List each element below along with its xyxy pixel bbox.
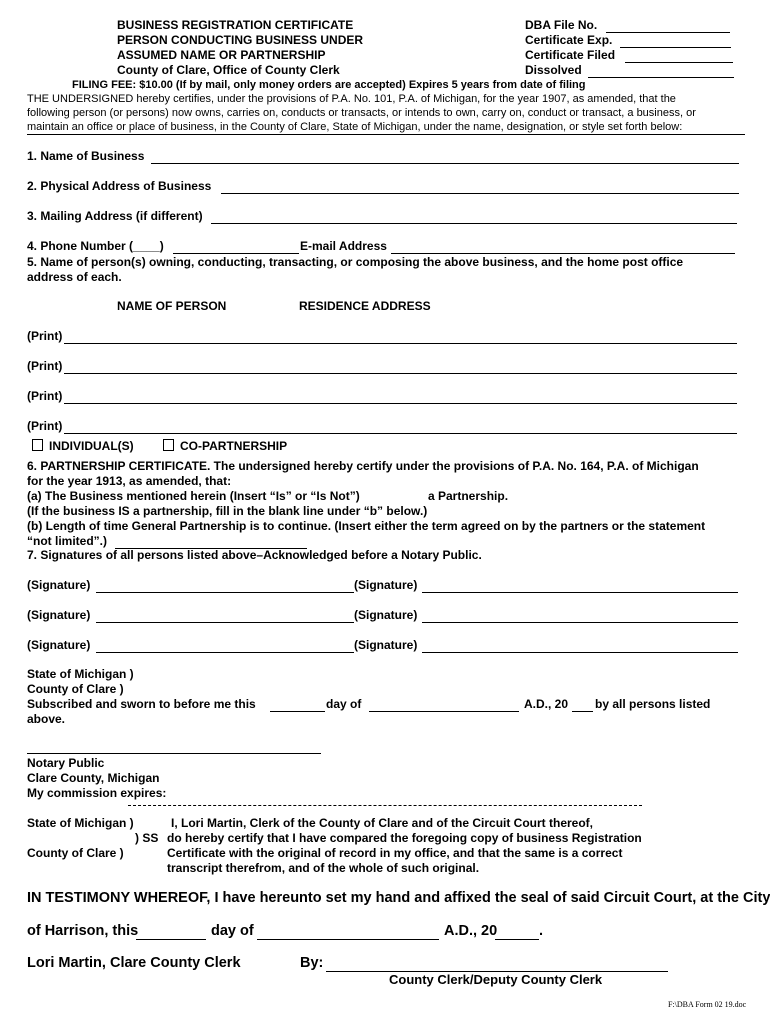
cert-filed-field[interactable] <box>625 48 733 63</box>
section5-line-2: address of each. <box>27 270 122 284</box>
section6-line-6: “not limited”.) <box>27 534 107 548</box>
sworn-text-d: by all persons listed <box>595 697 711 711</box>
print-label: (Print) <box>27 329 63 343</box>
footer-filename: F:\DBA Form 02 19.doc <box>668 1000 747 1009</box>
phone-field[interactable] <box>173 239 299 254</box>
signature-field[interactable] <box>422 578 738 593</box>
section6-partnership: a Partnership. <box>428 489 509 503</box>
clerk-name: Lori Martin, Clare County Clerk <box>27 955 241 971</box>
title-line-2: PERSON CONDUCTING BUSINESS UNDER <box>117 33 364 47</box>
section6-line-2: for the year 1913, as amended, that: <box>27 474 232 488</box>
sworn-text-b: day of <box>326 697 362 711</box>
signature-field[interactable] <box>422 608 738 623</box>
by-label: By: <box>300 955 324 971</box>
notary-state: State of Michigan ) <box>27 667 134 681</box>
signature-label: (Signature) <box>27 578 91 592</box>
signature-field[interactable] <box>422 638 738 653</box>
signature-label: (Signature) <box>27 608 91 622</box>
print-label: (Print) <box>27 359 63 373</box>
print-field[interactable] <box>64 389 737 404</box>
dba-file-label: DBA File No. <box>525 18 598 32</box>
individual-label: INDIVIDUAL(S) <box>49 439 134 453</box>
individual-checkbox-row[interactable] <box>32 439 134 454</box>
section6-line-5: (b) Length of time General Partnership is to continue. (Insert either the term agreed on by the partners or the statement <box>27 519 706 533</box>
notary-county-label: Clare County, Michigan <box>27 771 160 785</box>
testimony-period: . <box>539 923 544 939</box>
intro-line-3: maintain an office or place of business, in the County of Clare, State of Michigan, under the name, designation, or style set forth below: <box>27 121 683 133</box>
print-field[interactable] <box>64 359 737 374</box>
dba-file-field[interactable] <box>606 18 730 33</box>
dissolved-label: Dissolved <box>525 63 582 77</box>
individual-checkbox[interactable] <box>32 439 43 451</box>
clerk-line-4: transcript therefrom, and of the whole of such original. <box>167 861 480 875</box>
signature-field[interactable] <box>96 608 354 623</box>
clerk-line-2: do hereby certify that I have compared the foregoing copy of business Registration <box>167 831 642 845</box>
section6-line-1: 6. PARTNERSHIP CERTIFICATE. The undersigned hereby certify under the provisions of P.A. No. 164, P.A. of Michigan <box>27 459 699 473</box>
partnership-checkbox[interactable] <box>163 439 174 451</box>
signature-label: (Signature) <box>354 578 418 592</box>
clerk-line-1: I, Lori Martin, Clerk of the County of Clare and of the Circuit Court thereof, <box>171 816 594 830</box>
notary-public-label: Notary Public <box>27 756 105 770</box>
clerk-title: County Clerk/Deputy County Clerk <box>389 972 603 987</box>
business-name-field[interactable] <box>151 149 739 164</box>
physical-address-field[interactable] <box>221 179 739 194</box>
partnership-length-field[interactable] <box>115 534 307 549</box>
testimony-day-field[interactable] <box>136 922 206 940</box>
sworn-text-c: A.D., 20 <box>524 697 569 711</box>
sworn-above: above. <box>27 712 66 726</box>
phone-label: 4. Phone Number (____) <box>27 239 164 253</box>
signature-field[interactable] <box>96 578 354 593</box>
notary-county: County of Clare ) <box>27 682 124 696</box>
testimony-year-field[interactable] <box>495 922 539 940</box>
section6-line-4: (If the business IS a partnership, fill in the blank line under “b” below.) <box>27 504 428 518</box>
signature-field[interactable] <box>96 638 354 653</box>
testimony-text-a: of Harrison, this <box>27 923 139 939</box>
sworn-year-field[interactable] <box>572 697 593 712</box>
column-name-of-person: NAME OF PERSON <box>117 299 227 313</box>
print-field[interactable] <box>64 419 737 434</box>
header-divider <box>27 134 745 135</box>
commission-expires-label: My commission expires: <box>27 786 167 800</box>
column-residence-address: RESIDENCE ADDRESS <box>299 299 431 313</box>
clerk-state: State of Michigan ) <box>27 816 134 830</box>
print-field[interactable] <box>64 329 737 344</box>
clerk-ss: ) SS <box>135 831 159 845</box>
cert-exp-field[interactable] <box>620 33 731 48</box>
sworn-month-field[interactable] <box>369 697 519 712</box>
section5-line-1: 5. Name of person(s) owning, conducting, transacting, or composing the above business, and the home post office <box>27 255 684 269</box>
partnership-checkbox-row[interactable] <box>163 439 287 454</box>
partnership-label: CO-PARTNERSHIP <box>180 439 288 453</box>
notary-signature-field[interactable] <box>27 739 321 754</box>
sworn-text-a: Subscribed and sworn to before me this <box>27 697 256 711</box>
print-label: (Print) <box>27 419 63 433</box>
cert-filed-label: Certificate Filed <box>525 48 616 62</box>
testimony-month-field[interactable] <box>257 922 439 940</box>
testimony-line-1: IN TESTIMONY WHEREOF, I have hereunto set my hand and affixed the seal of said Circuit Court, at the City <box>27 890 770 906</box>
signature-label: (Signature) <box>354 608 418 622</box>
email-label: E-mail Address <box>300 239 387 253</box>
business-name-label: 1. Name of Business <box>27 149 145 163</box>
testimony-text-c: A.D., 20 <box>444 923 498 939</box>
physical-address-label: 2. Physical Address of Business <box>27 179 212 193</box>
mailing-address-field[interactable] <box>211 209 737 224</box>
dissolved-field[interactable] <box>588 63 734 78</box>
sworn-day-field[interactable] <box>270 697 325 712</box>
intro-line-1: THE UNDERSIGNED hereby certifies, under the provisions of P.A. No. 101, P.A. of Michigan, for the year 1907, as amended, that the <box>27 93 676 105</box>
print-label: (Print) <box>27 389 63 403</box>
filing-fee: FILING FEE: $10.00 (If by mail, only money orders are accepted) Expires 5 years from date of filing <box>72 79 586 91</box>
section7-heading: 7. Signatures of all persons listed above–Acknowledged before a Notary Public. <box>27 548 482 562</box>
title-line-3: ASSUMED NAME OR PARTNERSHIP <box>117 48 326 62</box>
signature-label: (Signature) <box>27 638 91 652</box>
testimony-text-b: day of <box>211 923 254 939</box>
section6-line-3: (a) The Business mentioned herein (Insert “Is” or “Is Not”) <box>27 489 360 503</box>
email-field[interactable] <box>391 239 735 254</box>
mailing-address-label: 3. Mailing Address (if different) <box>27 209 203 223</box>
signature-label: (Signature) <box>354 638 418 652</box>
clerk-county: County of Clare ) <box>27 846 124 860</box>
clerk-line-3: Certificate with the original of record in my office, and that the same is a correct <box>167 846 623 860</box>
intro-line-2: following person (or persons) now owns, carries on, conducts or transacts, or intends to own, carry on, conduct or transact, a business, or <box>27 107 696 119</box>
clerk-signature-field[interactable] <box>326 954 668 972</box>
title-line-4: County of Clare, Office of County Clerk <box>117 63 340 77</box>
cert-exp-label: Certificate Exp. <box>525 33 613 47</box>
title-line-1: BUSINESS REGISTRATION CERTIFICATE <box>117 18 354 32</box>
dashed-divider <box>128 805 642 806</box>
